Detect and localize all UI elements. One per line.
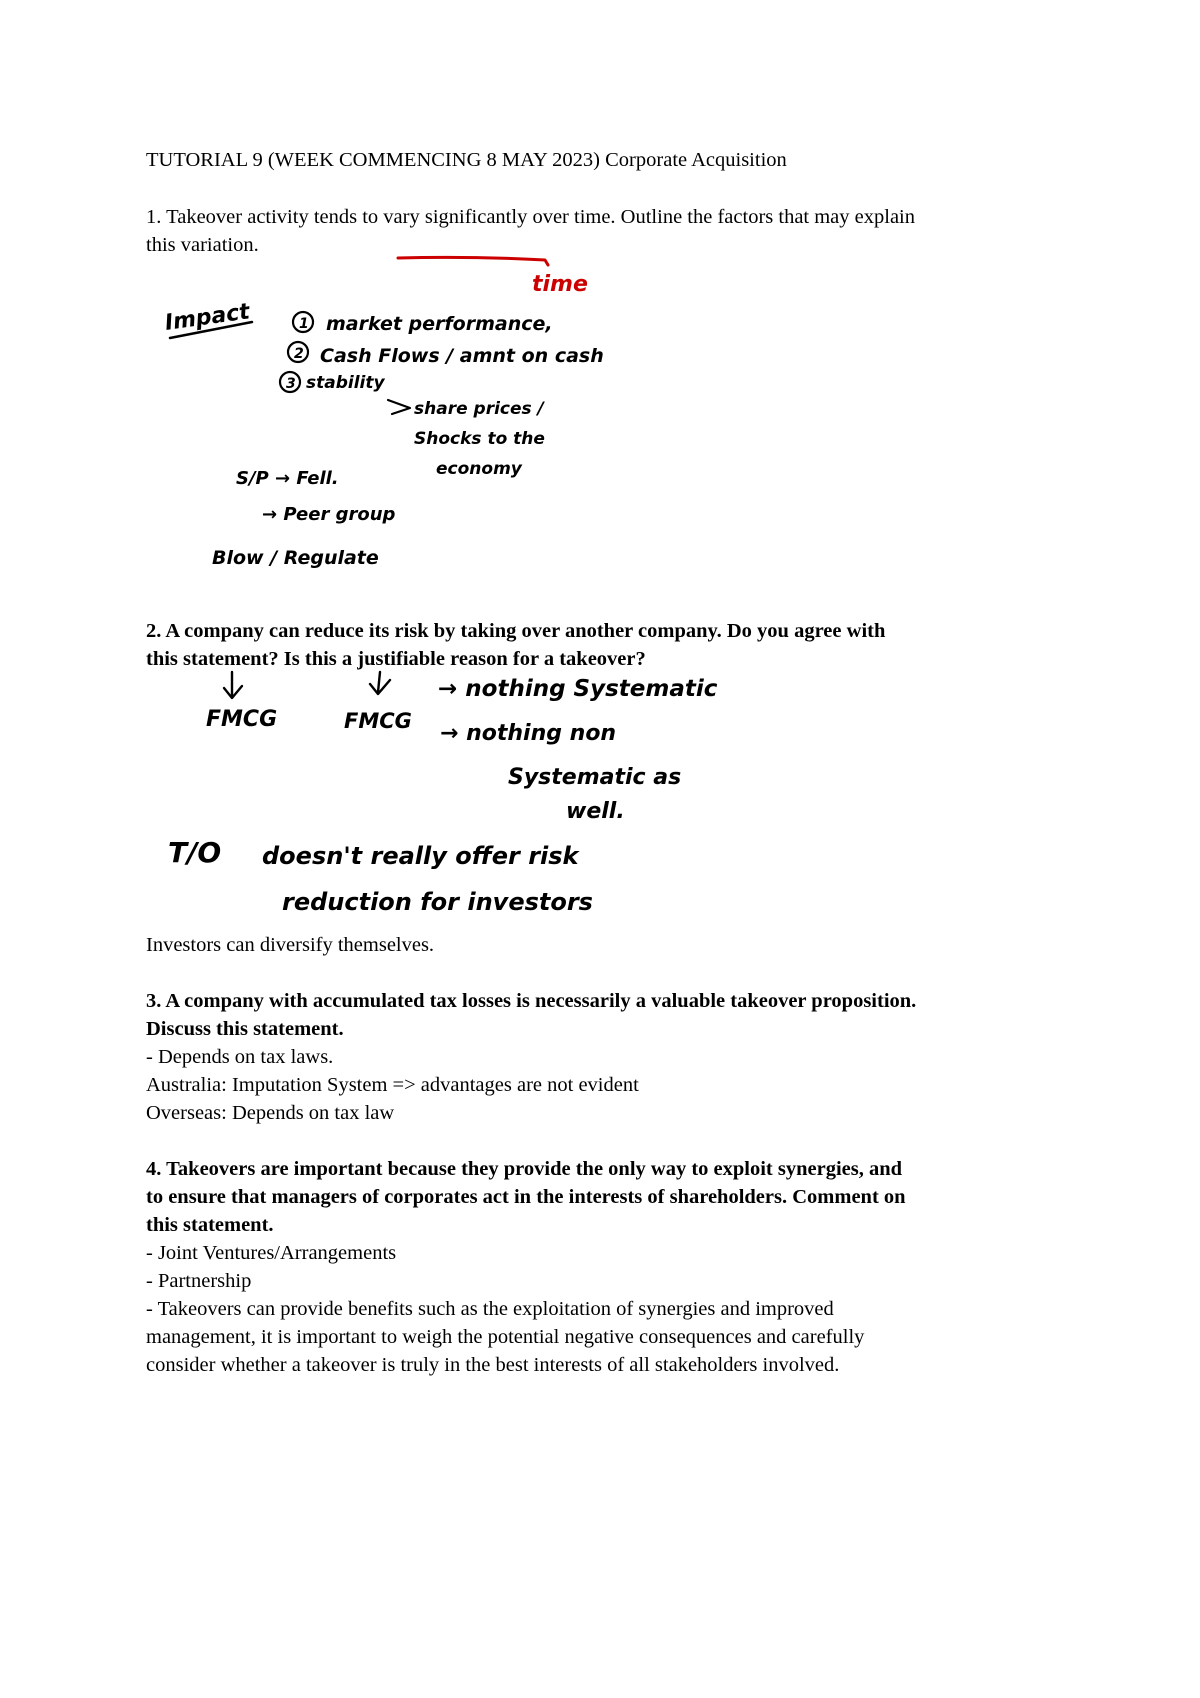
hw-economy: economy: [436, 459, 522, 479]
hw-nothing-systematic: → nothing Systematic: [438, 676, 718, 702]
question-4-line-3: this statement.: [146, 1214, 274, 1236]
hw-num-3: 3: [286, 376, 296, 392]
question-4-answer-2: - Partnership: [146, 1270, 252, 1292]
hw-fmcg-1: FMCG: [206, 707, 278, 732]
hw-nothing-non: → nothing non: [440, 721, 617, 746]
question-3-line-2: Discuss this statement.: [146, 1018, 344, 1040]
hw-sp-fell: S/P → Fell.: [236, 468, 339, 489]
question-4-answer-3: - Takeovers can provide benefits such as the exploitation of synergies and improved: [146, 1298, 834, 1320]
question-2-answer: Investors can diversify themselves.: [146, 934, 435, 956]
question-1-line-1: 1. Takeover activity tends to vary significantly over time. Outline the factors that may explain: [146, 206, 915, 228]
hw-impact: Impact: [163, 299, 252, 336]
hw-to: T/O: [168, 836, 222, 869]
question-2-line-2: this statement? Is this a justifiable reason for a takeover?: [146, 648, 646, 670]
hw-share-prices: share prices /: [414, 399, 544, 419]
hw-shocks: Shocks to the: [414, 429, 545, 449]
hw-time: time: [532, 272, 588, 297]
q1-handwritten-notes: [0, 0, 1200, 620]
hw-arrow: [388, 400, 410, 414]
question-1-line-2: this variation.: [146, 234, 259, 256]
hw-blow-regulate: Blow / Regulate: [212, 547, 379, 569]
hw-well: well.: [566, 799, 625, 824]
hw-doesnt-offer: doesn't really offer risk: [262, 842, 579, 870]
question-4-line-1: 4. Takeovers are important because they provide the only way to exploit synergies, and: [146, 1158, 903, 1180]
hw-down-arrow-2: [370, 672, 390, 694]
hw-fmcg-2: FMCG: [344, 709, 412, 733]
hw-num-2: 2: [294, 346, 304, 362]
question-3-answer-1: - Depends on tax laws.: [146, 1046, 334, 1068]
question-2-line-1: 2. A company can reduce its risk by taking over another company. Do you agree with: [146, 620, 886, 642]
question-4-line-2: to ensure that managers of corporates act in the interests of shareholders. Comment on: [146, 1186, 906, 1208]
question-4-answer-5: consider whether a takeover is truly in the best interests of all stakeholders involved.: [146, 1354, 840, 1376]
q2-handwritten-notes: [0, 660, 1200, 930]
hw-item-2: Cash Flows / amnt on cash: [320, 345, 604, 367]
hw-num-1: 1: [299, 316, 309, 332]
question-4-answer-4: management, it is important to weigh the potential negative consequences and carefully: [146, 1326, 865, 1348]
red-underline: [398, 257, 548, 265]
question-4-answer-1: - Joint Ventures/Arrangements: [146, 1242, 397, 1264]
hw-peer-group: → Peer group: [262, 504, 396, 525]
hw-item-3: stability: [306, 373, 385, 393]
question-3-answer-2: Australia: Imputation System => advantages are not evident: [146, 1074, 639, 1096]
question-3-answer-3: Overseas: Depends on tax law: [146, 1102, 395, 1124]
hw-down-arrow-1: [224, 672, 242, 698]
hw-item-1: market performance,: [326, 313, 553, 335]
hw-reduction: reduction for investors: [282, 888, 593, 916]
page-title: TUTORIAL 9 (WEEK COMMENCING 8 MAY 2023) Corporate Acquisition: [146, 149, 787, 171]
question-3-line-1: 3. A company with accumulated tax losses is necessarily a valuable takeover proposition.: [146, 990, 917, 1012]
hw-systematic-as: Systematic as: [508, 765, 682, 790]
